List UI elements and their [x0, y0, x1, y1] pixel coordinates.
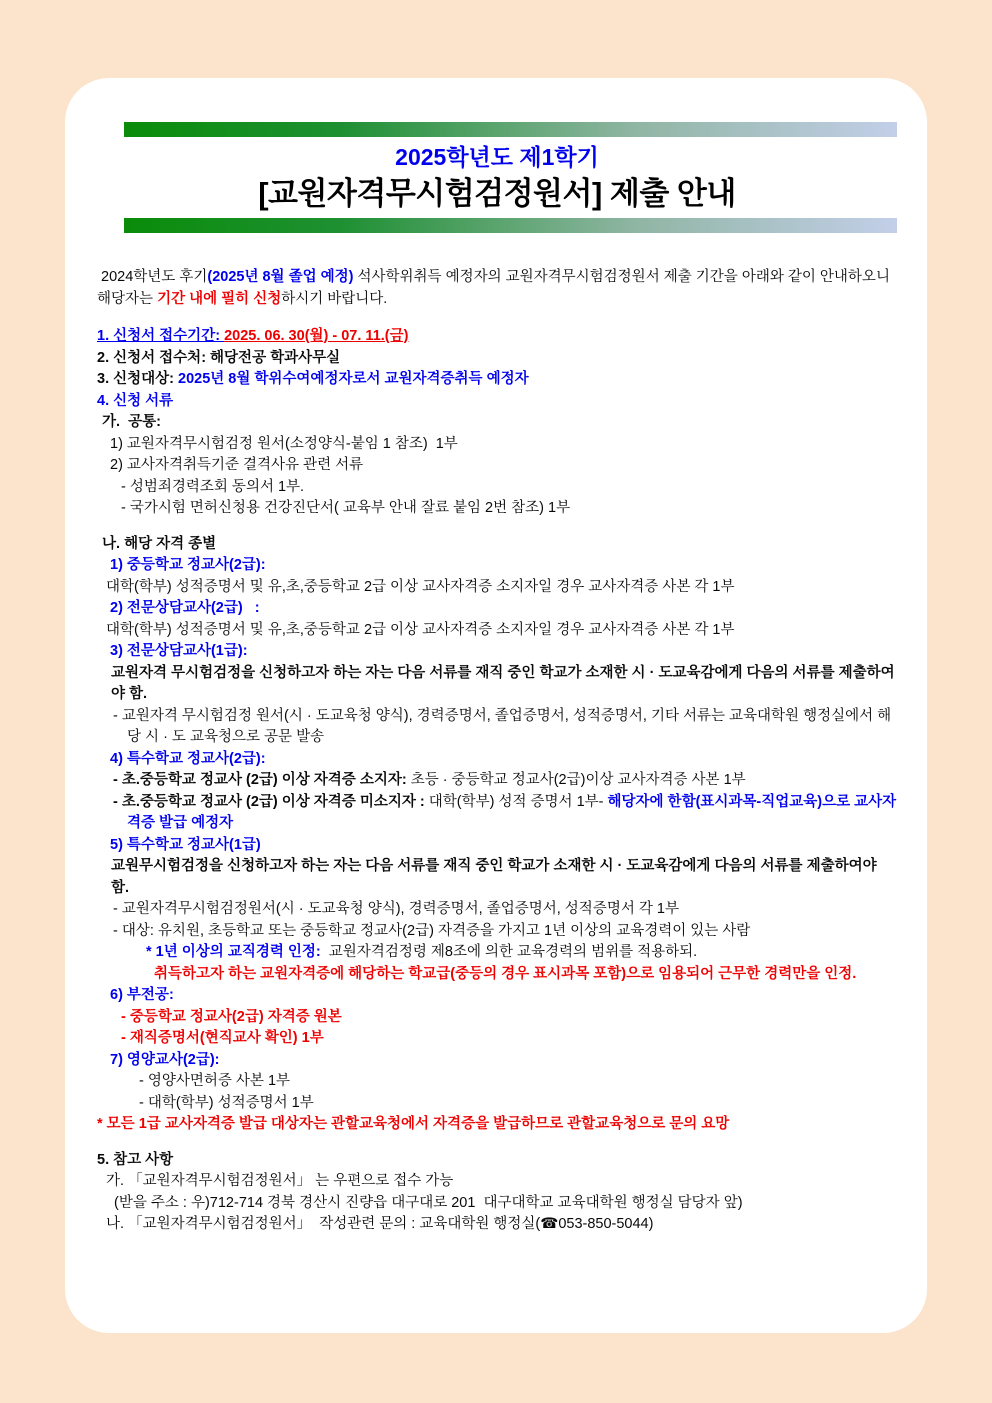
- bytype-heading: 나. 해당 자격 종별: [102, 535, 217, 552]
- type-4-holder-value: 초등 · 중등학교 정교사(2급)이상 교사자격증 사본 1부: [410, 772, 746, 788]
- notes-address-line: (받을 주소 : 우)712-714 경북 경산시 진량읍 대구대로 201 대구대학교 교육대학원 행정실 담당자 앞): [114, 1194, 743, 1211]
- intro-text-mid: 석사학위취득 예정자의 교원자격무시험검정원서 제출 기간을 아래와 같이 안내하오니 해당자는: [97, 269, 894, 307]
- type-6-dash-2: - 재직증명서(현직교사 확인) 1부: [121, 1030, 324, 1046]
- target-value: 2025년 8월 학위수여예정자로서 교원자격증취득 예정자: [178, 371, 529, 387]
- common-item-2-sub-1: - 성범죄경력조회 동의서 1부.: [121, 478, 305, 495]
- notice-body: [97, 267, 897, 1236]
- target-label: 3. 신청대상:: [97, 371, 179, 387]
- reception-period-dates: 2025. 06. 30(월) - 07. 11.(금): [224, 328, 409, 344]
- type-3-heading: 3) 전문상담교사(1급):: [110, 643, 248, 659]
- header-bottom-bar: [124, 218, 897, 233]
- notice-card: [65, 78, 927, 1333]
- intro-graduation-date: (2025년 8월 졸업 예정): [207, 269, 354, 285]
- type-4-nonholder-label: - 초.중등학교 정교사 (2급) 이상 자격증 미소지자 :: [113, 793, 429, 810]
- type-5-career-note: [97, 942, 897, 985]
- type-4-holder-label: - 초.중등학교 정교사 (2급) 이상 자격증 소지자:: [113, 772, 411, 788]
- notes-heading: 5. 참고 사항: [97, 1151, 174, 1168]
- common-item-2: 2) 교사자격취득기준 결격사유 관련 서류: [110, 457, 364, 473]
- type-4-heading: 4) 특수학교 정교사(2급):: [110, 750, 266, 767]
- type-3-body: 교원자격 무시험검정을 신청하고자 하는 자는 다음 서류를 재직 중인 학교가 소재한 시 · 도교육감에게 다음의 서류를 제출하여야 함.: [111, 664, 895, 702]
- type-5-dash-1: - 교원자격무시험검정원서(시 · 도교육청 양식), 경력증명서, 졸업증명서, 성적증명서 각 1부: [113, 901, 679, 917]
- notes-mail-line: 가. 「교원자격무시험검정원서」 는 우편으로 접수 가능: [106, 1173, 454, 1189]
- type-6-dash-1: - 중등학교 정교사(2급) 자격증 원본: [121, 1008, 342, 1025]
- intro-text-pre: 2024학년도 후기: [97, 269, 208, 285]
- warning-line: * 모든 1급 교사자격증 발급 대상자는 관할교육청에서 자격증을 발급하므로 관할교육청으로 문의 요망: [97, 1116, 730, 1132]
- type-5-heading: 5) 특수학교 정교사(1급): [110, 836, 261, 853]
- line-documents-heading: 4. 신청 서류: [97, 392, 174, 409]
- intro-deadline-emphasis: 기간 내에 필히 신청: [157, 290, 282, 307]
- line-reception-period: [97, 326, 897, 348]
- type-7-dash-2: - 대학(학부) 성적증명서 1부: [139, 1094, 314, 1111]
- notice-title: [교원자격무시험검정원서] 제출 안내: [258, 176, 736, 211]
- type-2-body: 대학(학부) 성적증명서 및 유,초,중등학교 2급 이상 교사자격증 소지자일 경우 교사자격증 사본 각 1부: [106, 621, 735, 638]
- type-4-item-holder: [97, 770, 897, 792]
- type-1-body: 대학(학부) 성적증명서 및 유,초,중등학교 2급 이상 교사자격증 소지자일 경우 교사자격증 사본 각 1부: [106, 578, 735, 595]
- line-target: [97, 369, 897, 391]
- type-2-heading: 2) 전문상담교사(2급) :: [110, 600, 260, 616]
- type-6-heading: 6) 부전공:: [110, 987, 174, 1003]
- career-note-emphasis: 취득하고자 하는 교원자격증에 해당하는 학교급(중등의 경우 표시과목 포함)으로 임용되어 근무한 경력만을 인정.: [154, 965, 857, 982]
- header-top-bar: [124, 122, 897, 137]
- type-5-body: 교원무시험검정을 신청하고자 하는 자는 다음 서류를 재직 중인 학교가 소재한 시 · 도교육감에게 다음의 서류를 제출하여야 함.: [111, 858, 881, 896]
- type-4-nonholder-emphasis: 해당자에 한함(표시과목-직업교육)으로 교사자격증 발급 예정자: [127, 793, 897, 831]
- type-1-heading: 1) 중등학교 정교사(2급):: [110, 557, 266, 573]
- notice-header: [97, 122, 897, 233]
- type-7-dash-1: - 영양사면허증 사본 1부: [139, 1073, 291, 1089]
- common-heading: 가. 공통:: [102, 414, 161, 430]
- type-7-heading: 7) 영양교사(2급):: [110, 1051, 220, 1068]
- career-note-label: * 1년 이상의 교직경력 인정:: [146, 944, 321, 960]
- common-item-1: 1) 교원자격무시험검정 원서(소정양식-붙임 1 참조) 1부: [110, 435, 458, 452]
- career-note-plain: 교원자격검정령 제8조에 의한 교육경력의 범위를 적용하되.: [320, 944, 698, 960]
- intro-text-post: 하시기 바랍니다.: [281, 290, 388, 307]
- type-4-nonholder-mid: 대학(학부) 성적 증명서 1부-: [428, 793, 608, 810]
- type-3-dash: - 교원자격 무시험검정 원서(시 · 도교육청 양식), 경력증명서, 졸업증명서, 성적증명서, 기타 서류는 교육대학원 행정실에서 해당 시 · 도 교육청으로 공문 발송: [113, 707, 892, 745]
- intro-paragraph: [97, 267, 897, 310]
- line-reception-place: 2. 신청서 접수처: 해당전공 학과사무실: [97, 349, 341, 366]
- common-item-2-sub-2: - 국가시험 면허신청용 건강진단서( 교육부 안내 잘료 붙임 2번 참조) 1부: [121, 500, 571, 516]
- type-5-dash-2: - 대상: 유치원, 초등학교 또는 중등학교 정교사(2급) 자격증을 가지고 1년 이상의 교육경력이 있는 사람: [113, 922, 751, 939]
- notes-contact-line: 나. 「교원자격무시험검정원서」 작성관련 문의 : 교육대학원 행정실(☎053-850-5044): [106, 1216, 654, 1232]
- reception-period-label: 1. 신청서 접수기간:: [97, 328, 225, 344]
- term-title: 2025학년도 제1학기: [395, 144, 599, 170]
- type-4-item-nonholder: [97, 792, 897, 835]
